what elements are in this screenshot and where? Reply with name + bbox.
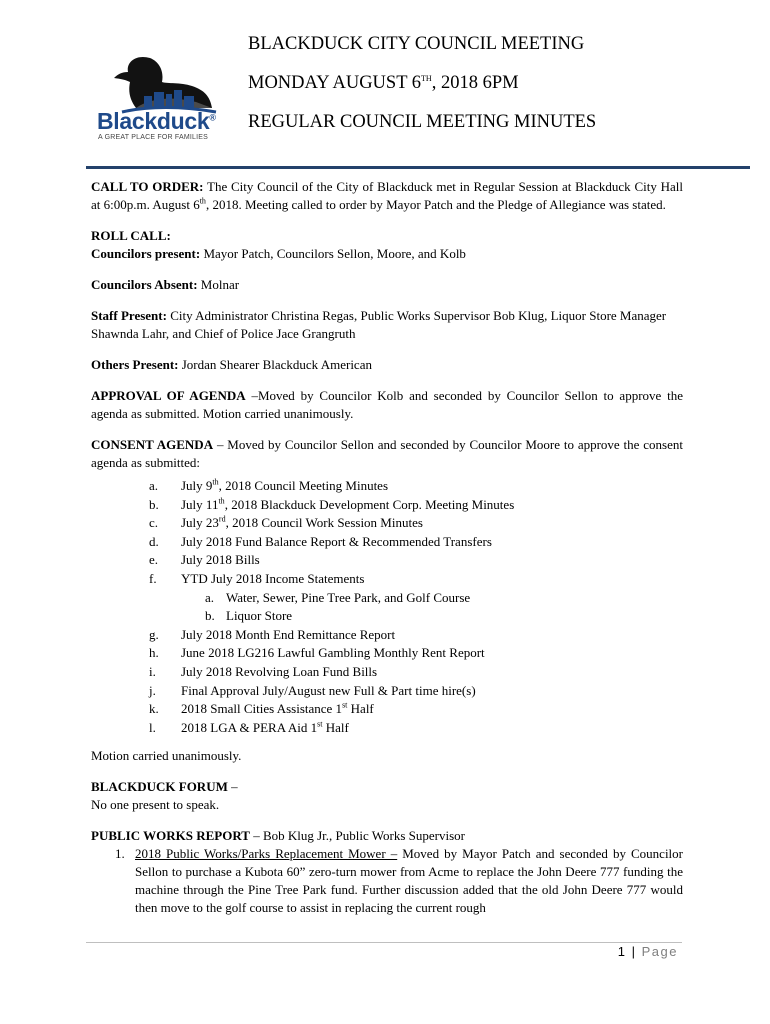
list-item: k. 2018 Small Cities Assistance 1st Half [149,700,374,717]
blackduck-forum: BLACKDUCK FORUM – No one present to speak. [91,779,238,813]
others-present: Others Present: Jordan Shearer Blackduck American [91,357,372,372]
list-item: j. Final Approval July/August new Full & Part time hire(s) [149,682,476,698]
sub-list-item: a. Water, Sewer, Pine Tree Park, and Golf Course [205,589,471,605]
consent-motion: Motion carried unanimously. [91,748,242,764]
list-item: b. July 11th, 2018 Blackduck Development Corp. Meeting Minutes [149,496,515,512]
call-to-order-paragraph: CALL TO ORDER: The City Council of the City of Blackduck met in Regular Session at Blackduck City Hall at 6:00p.m. August 6th, 2018. Meeting called to order by Mayor Patch and the Pledge of Allegiance was stated. [91,179,683,212]
logo-wordmark: Blackduck® [97,108,216,134]
staff-present: Staff Present: City Administrator Christina Regas, Public Works Supervisor Bob Klug, Liquor Store Manager Shawnda Lahr, and Chief of Police Jace Grangruth [91,308,667,341]
list-item: e. July 2018 Bills [149,552,260,568]
document-body [91,178,683,917]
approval-of-agenda: APPROVAL OF AGENDA –Moved by Councilor Kolb and seconded by Councilor Sellon to approve the agenda as submitted. Motion carried unanimously. [91,388,684,421]
consent-agenda-list [91,477,683,737]
list-item: a. July 9th, 2018 Council Meeting Minutes [149,477,389,493]
meeting-title: BLACKDUCK CITY COUNCIL MEETING [248,34,585,54]
page-number: 1 | Page [617,944,678,959]
minutes-title: REGULAR COUNCIL MEETING MINUTES [248,112,597,132]
list-item: g. July 2018 Month End Remittance Report [149,626,396,642]
list-item: c. July 23rd, 2018 Council Work Session Minutes [149,514,423,531]
meeting-date: MONDAY AUGUST 6TH, 2018 6PM [248,73,519,93]
public-works-item: 1. 2018 Public Works/Parks Replacement Mower – Moved by Mayor Patch and seconded by Councilor Sellon to purchase a Kubota 60” zero-turn mower from Acme to replace the John Deere 777 funding the machine through the Pine Tree Park fund. Further discussion added that the old John Deere 777 would then move to the golf course to assist in replacing the current rough [115,846,683,916]
list-item: l. 2018 LGA & PERA Aid 1st Half [149,719,349,735]
list-item: f. YTD July 2018 Income Statements [149,570,365,586]
public-works-section [91,827,683,917]
roll-call-paragraph: ROLL CALL: Councilors present: Mayor Patch, Councilors Sellon, Moore, and Kolb [91,228,466,261]
header-divider [86,166,750,169]
list-item: i. July 2018 Revolving Loan Fund Bills [149,663,378,679]
logo-tagline: A GREAT PLACE FOR FAMILIES [98,134,208,141]
consent-agenda: CONSENT AGENDA – Moved by Councilor Sellon and seconded by Councilor Moore to approve the consent agenda as submitted: [91,437,683,470]
footer-divider [86,942,682,943]
public-works-heading: PUBLIC WORKS REPORT – Bob Klug Jr., Public Works Supervisor [91,828,465,844]
sub-list-item: b. Liquor Store [205,608,293,624]
list-item: d. July 2018 Fund Balance Report & Recommended Transfers [149,533,492,549]
list-item: h. June 2018 LG216 Lawful Gambling Monthly Rent Report [149,645,485,661]
councilors-absent: Councilors Absent: Molnar [91,277,240,292]
